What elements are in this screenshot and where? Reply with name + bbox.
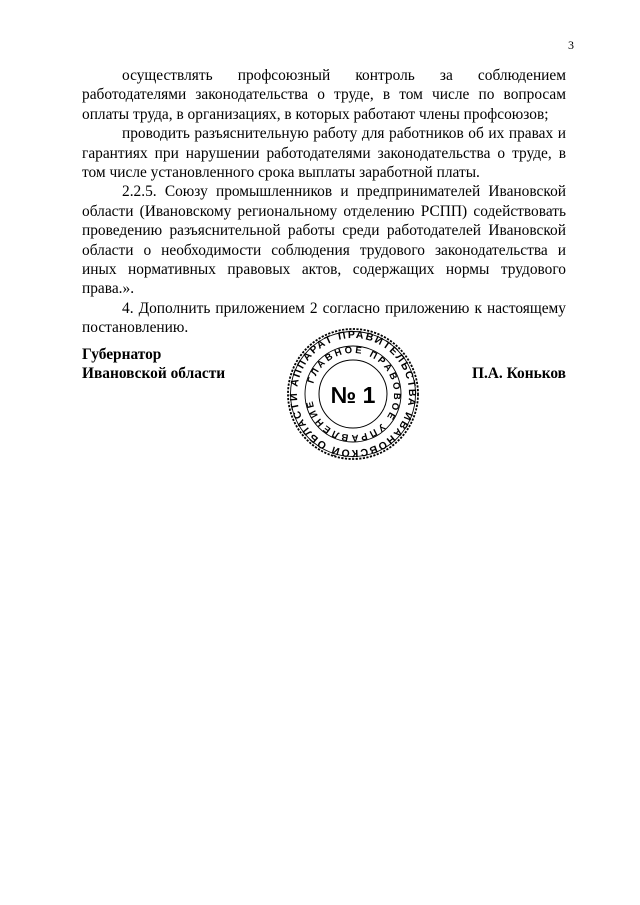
seal-outer-text: АППАРАТ ПРАВИТЕЛЬСТВА ИВАНОВСКОЙ ОБЛАСТИ	[287, 328, 419, 460]
paragraph-4: 4. Дополнить приложением 2 согласно приложению к настоящему постановлению.	[82, 299, 566, 337]
seal-inner-text: ГЛАВНОЕ ПРАВОВОЕ УПРАВЛЕНИЕ	[304, 344, 403, 444]
document-body	[82, 66, 566, 338]
signatory-title	[82, 345, 225, 384]
paragraph-3: 2.2.5. Союзу промышленников и предпринимателей Ивановской области (Ивановскому региональному отделению РСПП) содействовать проведению разъяснительной работы среди работодателей Ивановской области о необходимости соблюдения трудового законодательства и иных нормативных правовых актов, содержащих нормы трудового права.».	[82, 183, 566, 298]
signatory-title-line2: Ивановской области	[82, 365, 226, 383]
paragraph-2: проводить разъяснительную работу для работников об их правах и гарантиях при нарушении работодателями законодательства о труде, в том числе установленного срока выплаты заработной платы.	[82, 125, 566, 182]
signatory-name: П.А. Коньков	[471, 365, 566, 382]
official-seal	[286, 327, 420, 461]
seal-number: № 1	[330, 382, 376, 408]
paragraph-1: осуществлять профсоюзный контроль за соблюдением работодателями законодательства о труде, в том числе по вопросам оплаты труда, в организациях, в которых работают члены профсоюзов;	[82, 67, 566, 123]
page-number: 3	[568, 38, 574, 52]
signatory-title-line1: Губернатор	[82, 346, 162, 363]
